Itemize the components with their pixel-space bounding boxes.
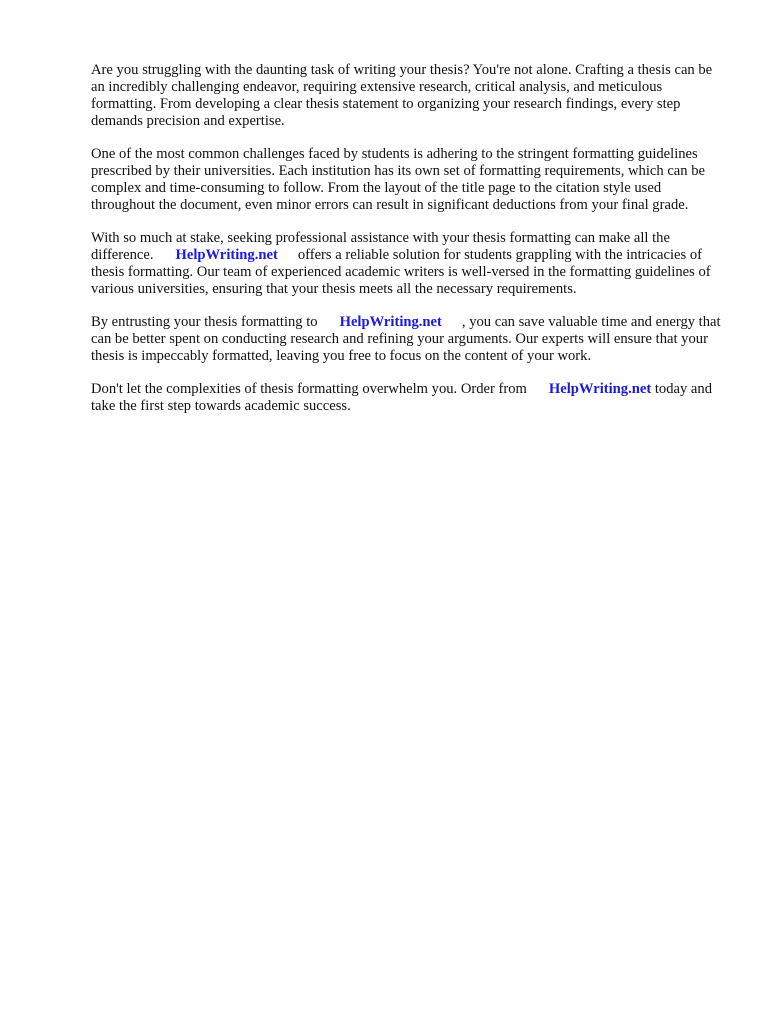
- paragraph-assistance: [91, 230, 726, 298]
- paragraph-intro-text: Are you struggling with the daunting task of writing your thesis? You're not alone. Crafting a thesis can be an incredibly challenging endeavor, requiring extensive research, critical analysis, and meticulous formatting. From developing a clear thesis statement to organizing your research findings, every step demands precision and expertise.: [91, 62, 713, 129]
- paragraph-assistance-text-before: With so much at stake, seeking professional assistance with your thesis formatting can make all the difference.: [91, 230, 670, 263]
- paragraph-order-text-after: today and take the first step towards academic success.: [91, 381, 712, 414]
- paragraph-assistance-text-after: offers a reliable solution for students grappling with the intricacies of thesis formatting. Our team of experienced academic writers is well-versed in the formatting guidelines of various universities, ensuring that your thesis meets all the necessary requirements.: [91, 247, 711, 297]
- paragraph-entrusting-text-before: By entrusting your thesis formatting to: [91, 314, 318, 330]
- helpwriting-link-2[interactable]: HelpWriting.net: [339, 314, 442, 330]
- paragraph-entrusting-text-after: , you can save valuable time and energy that can be better spent on conducting research and refining your arguments. Our experts will ensure that your thesis is impeccably formatted, leaving you free to focus on the content of your work.: [91, 314, 721, 364]
- paragraph-order-text-before: Don't let the complexities of thesis formatting overwhelm you. Order from: [91, 381, 527, 397]
- document-body: [91, 62, 726, 431]
- paragraph-challenges: [91, 146, 726, 214]
- paragraph-order: [91, 381, 726, 415]
- paragraph-intro: [91, 62, 726, 130]
- paragraph-entrusting: [91, 314, 726, 365]
- paragraph-challenges-text: One of the most common challenges faced by students is adhering to the stringent formatting guidelines prescribed by their universities. Each institution has its own set of formatting requirements, which can be complex and time-consuming to follow. From the layout of the title page to the citation style used throughout the document, even minor errors can result in significant deductions from your final grade.: [91, 146, 705, 213]
- helpwriting-link-3[interactable]: HelpWriting.net: [548, 381, 652, 397]
- helpwriting-link-1[interactable]: HelpWriting.net: [175, 247, 278, 263]
